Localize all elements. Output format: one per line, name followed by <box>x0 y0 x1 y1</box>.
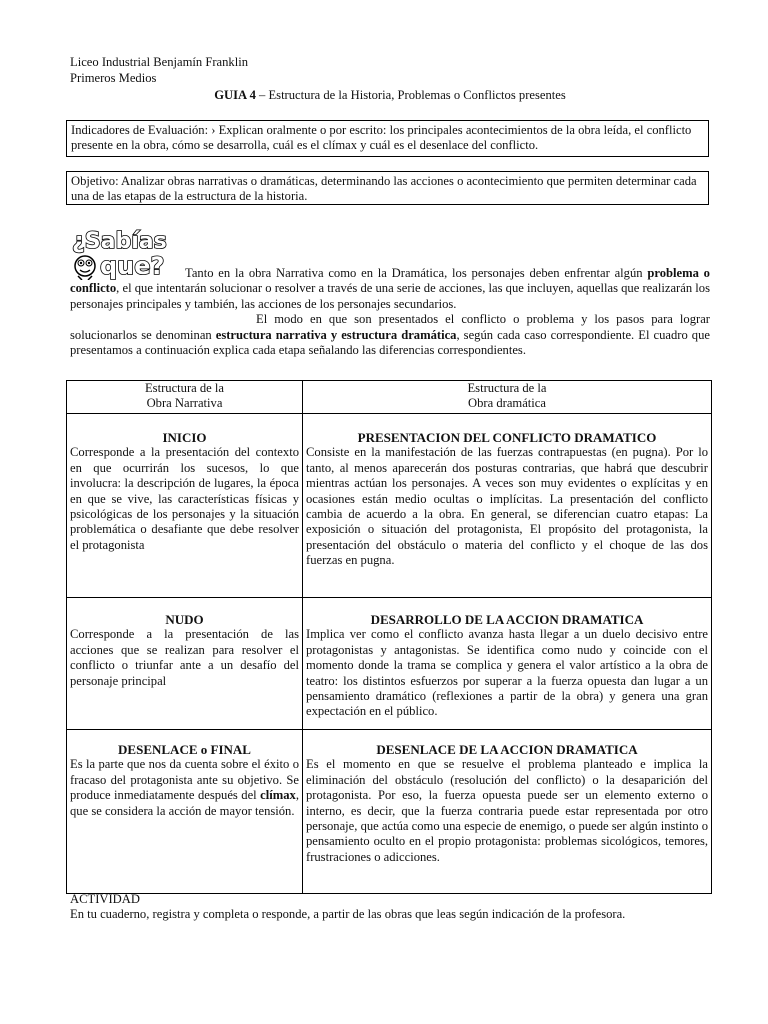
school-name: Liceo Industrial Benjamín Franklin <box>70 55 249 69</box>
guia-label: GUIA 4 <box>214 88 256 102</box>
col-header-dramatica: Estructura de la Obra dramática <box>303 381 712 414</box>
cell-presentacion: PRESENTACION DEL CONFLICTO DRAMATICO Consiste en la manifestación de las fuerzas contrapuestas (en pugna). Por lo tanto, al menos aparecerán dos posturas contrarias, que habrá que descubrir mientras actúan los personajes. A veces son muy evidentes o explícitas y en ocasiones están medio ocultas o implícitas. La presentación del conflicto cambia de acuerdo a la obra. En general, se diferencian cuatro etapas: La exposición o situación del protagonista, El propósito del protagonista, la presentación del obstáculo o materia del conflicto y el choque de las dos fuerzas en pugna. <box>303 414 712 598</box>
indicadores-box: Indicadores de Evaluación: › Explican oralmente o por escrito: los principales acontecimientos de la obra leída, el conflicto presente en la obra, cómo se desarrolla, cuál es el clímax y cuál es el desenlace del conflicto. <box>66 120 709 157</box>
guia-title <box>70 88 710 103</box>
sabias-line1: ¿Sabías <box>72 229 167 254</box>
objetivo-box: Objetivo: Analizar obras narrativas o dramáticas, determinando las acciones o acontecimiento que permiten determinar cada una de las etapas de la estructura de la historia. <box>66 171 709 205</box>
cell-nudo: NUDO Corresponde a la presentación de las acciones que se realizan para resolver el conflicto o triunfar ante a un desafío del personaje principal <box>67 598 303 730</box>
structure-table <box>66 380 712 894</box>
cell-inicio: INICIO Corresponde a la presentación del contexto en que ocurrirán los sucesos, lo que involucra: la descripción de lugares, la época en que se vive, las características físicas y psicológicas de los personajes y la situación problemática o desafiante que debe resolver el protagonista <box>67 414 303 598</box>
table-row <box>67 730 712 894</box>
actividad-section <box>70 892 710 923</box>
table-row <box>67 598 712 730</box>
guia-subtitle: – Estructura de la Historia, Problemas o Conflictos presentes <box>255 88 566 102</box>
cell-desenlace: DESENLACE o FINAL Es la parte que nos da cuenta sobre el éxito o fracaso del protagonista ante su objetivo. Se produce inmediatamente después del clímax, que se considera la acción de mayor tensión. <box>67 730 303 894</box>
intro-paragraph-2: El modo en que son presentados el conflicto o problema y los pasos para lograr solucionarlos se denominan estructura narrativa y estructura dramática, según cada caso correspondiente. El cuadro que presentamos a continuación explica cada etapa señalando las diferencias correspondientes. <box>70 312 710 358</box>
col-header-narrativa: Estructura de la Obra Narrativa <box>67 381 303 414</box>
actividad-title: ACTIVIDAD <box>70 892 140 906</box>
intro-paragraph-1: Tanto en la obra Narrativa como en la Dramática, los personajes deben enfrentar algún problema o conflicto, el que intentarán solucionar o resolver a través de una serie de acciones, las que incluyen, aquellas que realizarán los personajes principales y también, las acciones de los personajes secundarios. <box>70 266 710 311</box>
intro-text <box>70 266 710 358</box>
cell-desarrollo: DESARROLLO DE LA ACCION DRAMATICA Implica ver como el conflicto avanza hasta llegar a un duelo decisivo entre protagonistas y antagonistas. Se identifica como nudo y coincide con el momento donde la trama se complica y genera el valor artístico a la obra de teatro: los distintos esfuerzos por superar a la fuerza opuesta dan lugar a un pensamiento dramático (reflexiones a partir de la obra) y genera una gran expectación en el público. <box>303 598 712 730</box>
table-row <box>67 414 712 598</box>
actividad-text: En tu cuaderno, registra y completa o responde, a partir de las obras que leas según indicación de la profesora. <box>70 907 626 922</box>
sabias-line2: que? <box>100 252 165 280</box>
course-level: Primeros Medios <box>70 71 157 85</box>
table-header-row <box>67 381 712 414</box>
cell-desenlace-dramatico: DESENLACE DE LA ACCION DRAMATICA Es el momento en que se resuelve el problema planteado e implica la eliminación del obstáculo (resolución del conflicto) o la desaparición del protagonista. Por eso, la fuerza opuesta puede ser un elemento externo o interno, es decir, que la fuerza contraria puede estar representada por otro personaje, que actúa como una especie de enemigo, o puede ser algún instinto o pensamiento oculto en el propio protagonista: problemas sicológicos, temores, frustraciones o adicciones. <box>303 730 712 894</box>
